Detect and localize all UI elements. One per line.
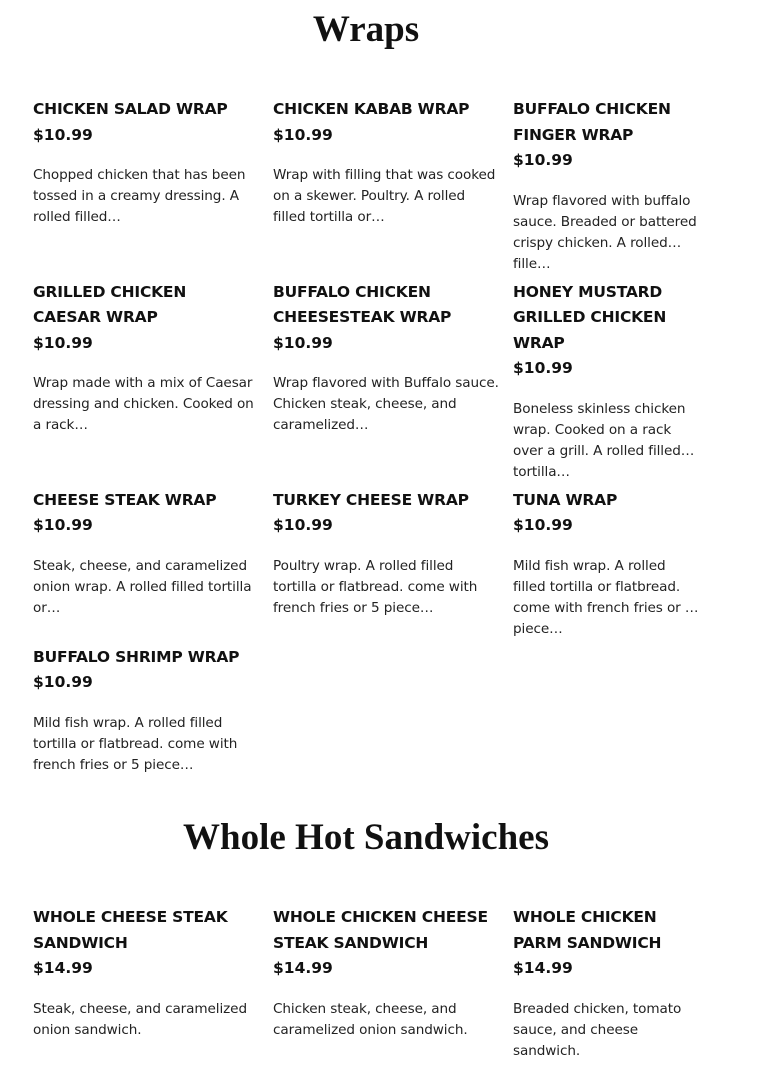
item-price: $10.99: [273, 125, 333, 144]
item-price: $10.99: [273, 333, 333, 352]
menu-item[interactable]: [33, 280, 273, 462]
item-description: Mild fish wrap. A rolled filled tortilla or flatbread. come with french fries or 5 piece…: [513, 557, 694, 637]
menu-item[interactable]: [513, 905, 713, 1062]
item-price: $10.99: [33, 516, 93, 534]
item-price: $10.99: [33, 673, 93, 691]
item-price: $10.99: [273, 516, 333, 534]
item-name: CHEESE STEAK WRAP: [33, 490, 217, 509]
item-name: CHICKEN KABAB WRAP: [273, 100, 470, 118]
item-description: Breaded chicken, tomato sauce, and cheese sandwich.: [513, 1000, 682, 1059]
item-price: $10.99: [33, 333, 93, 352]
section-title-wraps: Wraps: [312, 9, 420, 50]
menu-item[interactable]: [513, 488, 713, 637]
item-price: $10.99: [513, 359, 573, 377]
item-name: WHOLE CHICKEN CHEESE STEAK SANDWICH: [273, 908, 488, 952]
item-description: Steak, cheese, and caramelized onion wrap. A rolled filled tortilla or…: [33, 557, 252, 616]
item-name: HONEY MUSTARD GRILLED CHICKEN WRAP: [513, 282, 667, 352]
item-price: $10.99: [33, 125, 93, 144]
item-price: $14.99: [33, 959, 93, 977]
menu-grid-sandwiches: [0, 905, 765, 1062]
menu-item[interactable]: [273, 905, 513, 1062]
item-description: Wrap with filling that was cooked on a skewer. Poultry. A rolled filled tortilla or…: [273, 167, 496, 225]
item-name: TURKEY CHEESE WRAP: [273, 490, 469, 509]
item-description: Chicken steak, cheese, and caramelized onion sandwich.: [273, 1000, 468, 1038]
item-description: Poultry wrap. A rolled filled tortilla or flatbread. come with french fries or 5 piece…: [273, 557, 478, 616]
item-name: CHICKEN SALAD WRAP: [33, 100, 228, 118]
item-description: Chopped chicken that has been tossed in a creamy dressing. A rolled filled…: [33, 167, 246, 225]
item-description: Boneless skinless chicken wrap. Cooked on a rack over a grill. A rolled filled tortilla…: [513, 400, 686, 480]
item-description: Steak, cheese, and caramelized onion sandwich.: [33, 1000, 247, 1038]
menu-item[interactable]: [33, 905, 273, 1062]
item-price: $14.99: [273, 959, 333, 977]
menu-item[interactable]: [513, 97, 713, 272]
item-name: WHOLE CHICKEN PARM SANDWICH: [513, 908, 662, 952]
item-name: TUNA WRAP: [513, 490, 618, 509]
menu-item[interactable]: [33, 488, 273, 619]
menu-item[interactable]: [513, 280, 713, 480]
menu-item[interactable]: [273, 488, 513, 619]
item-description: Wrap flavored with Buffalo sauce. Chicken steak, cheese, and caramelized…: [273, 375, 499, 433]
item-description: Mild fish wrap. A rolled filled tortilla or flatbread. come with french fries or 5 piece…: [33, 714, 238, 773]
item-price: $14.99: [513, 959, 573, 977]
item-price: $10.99: [513, 516, 573, 534]
item-name: GRILLED CHICKEN CAESAR WRAP: [33, 282, 187, 326]
item-description: Wrap flavored with buffalo sauce. Breaded or battered crispy chicken. A rolled fille…: [513, 192, 697, 272]
menu-item[interactable]: [33, 97, 273, 254]
item-name: BUFFALO SHRIMP WRAP: [33, 647, 240, 666]
menu-grid-wraps: [0, 97, 765, 776]
item-name: WHOLE CHEESE STEAK SANDWICH: [33, 908, 228, 952]
menu-item[interactable]: [273, 280, 513, 462]
item-price: $10.99: [513, 151, 573, 169]
item-description: Wrap made with a mix of Caesar dressing and chicken. Cooked on a rack…: [33, 375, 254, 433]
section-title-whole-hot-sandwiches: Whole Hot Sandwiches: [183, 817, 549, 858]
menu-item[interactable]: [33, 645, 273, 776]
menu-item[interactable]: [273, 97, 513, 254]
item-name: BUFFALO CHICKEN CHEESESTEAK WRAP: [273, 282, 452, 326]
item-name: BUFFALO CHICKEN FINGER WRAP: [513, 100, 671, 144]
